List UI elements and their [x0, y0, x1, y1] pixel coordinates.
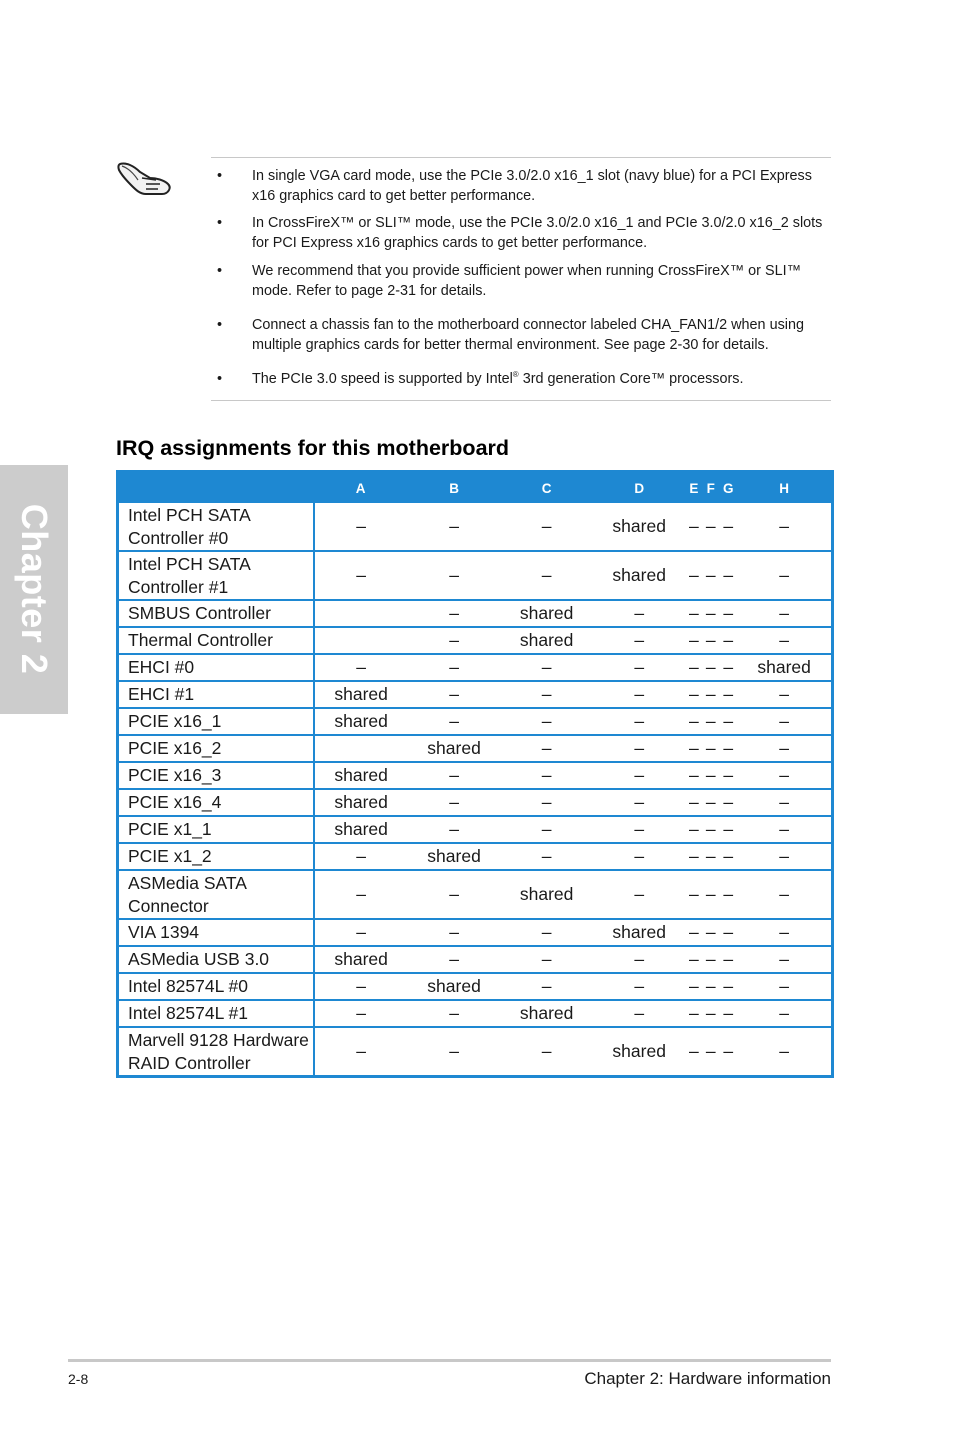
device-name-line: ASMedia SATA: [128, 872, 247, 893]
irq-cell: shared: [314, 789, 408, 816]
irq-cell: [314, 627, 408, 654]
device-name-line: EHCI #1: [128, 684, 195, 704]
device-name-line: RAID Controller: [128, 1052, 251, 1073]
chapter-tab-label: Chapter 2: [14, 503, 55, 675]
irq-cell: –: [500, 1027, 593, 1077]
irq-cell: –: [719, 919, 737, 946]
irq-cell: –: [702, 973, 719, 1000]
device-name-line: Connector: [128, 895, 209, 916]
irq-cell: –: [737, 762, 832, 789]
irq-cell: –: [737, 1000, 832, 1027]
irq-cell: –: [593, 843, 686, 870]
table-row: [118, 551, 833, 600]
irq-cell: –: [685, 600, 702, 627]
irq-cell: –: [737, 789, 832, 816]
irq-cell: –: [737, 681, 832, 708]
note-text: In CrossFireX™ or SLI™ mode, use the PCIe 3.0/2.0 x16_1 and PCIe 3.0/2.0 x16_2 slots for PCI Express x16 graphics cards to get better performance.: [252, 215, 823, 251]
irq-cell: shared: [314, 816, 408, 843]
irq-cell: –: [737, 843, 832, 870]
irq-cell: –: [314, 870, 408, 919]
irq-cell: –: [702, 735, 719, 762]
device-name-cell: [118, 708, 314, 735]
irq-cell: –: [500, 762, 593, 789]
irq-cell: –: [702, 789, 719, 816]
device-name-line: Intel PCH SATA: [128, 504, 251, 525]
device-name-cell: [118, 762, 314, 789]
column-header: H: [779, 480, 790, 496]
device-name-cell: [118, 1000, 314, 1027]
device-name-cell: [118, 946, 314, 973]
table-row: [118, 600, 833, 627]
irq-cell: –: [719, 600, 737, 627]
irq-cell: –: [702, 919, 719, 946]
column-header: C: [541, 480, 552, 496]
note-text: We recommend that you provide sufficient power when running CrossFireX™ or SLI™ mode. Refer to page 2-31 for details.: [252, 263, 801, 299]
irq-cell: –: [314, 919, 408, 946]
device-name-line: Thermal Controller: [128, 630, 273, 650]
note-box: [211, 157, 831, 401]
irq-assignment-table: [116, 470, 834, 1078]
irq-cell: –: [719, 762, 737, 789]
device-name-cell: [118, 789, 314, 816]
section-heading: IRQ assignments for this motherboard: [116, 436, 510, 460]
irq-cell: –: [408, 1027, 501, 1077]
irq-cell: –: [737, 870, 832, 919]
device-name-line: SMBUS Controller: [128, 603, 271, 623]
irq-cell: –: [719, 681, 737, 708]
irq-cell: –: [685, 870, 702, 919]
irq-cell: –: [685, 708, 702, 735]
irq-cell: –: [500, 654, 593, 681]
table-row: [118, 708, 833, 735]
irq-cell: –: [408, 600, 501, 627]
irq-cell: –: [702, 551, 719, 600]
irq-cell: –: [702, 654, 719, 681]
irq-cell: shared: [500, 870, 593, 919]
irq-cell: shared: [408, 843, 501, 870]
table-row: [118, 946, 833, 973]
note-text-end: 3rd generation Core™ processors.: [518, 371, 744, 387]
irq-cell: –: [685, 503, 702, 551]
page-number: 2-8: [68, 1371, 89, 1387]
irq-cell: –: [719, 1027, 737, 1077]
irq-cell: –: [719, 870, 737, 919]
irq-cell: –: [685, 946, 702, 973]
note-text: Connect a chassis fan to the motherboard connector labeled CHA_FAN1/2 when using multiple graphics cards for better thermal environment. See page 2-30 for details.: [252, 317, 804, 353]
table-row: [118, 1000, 833, 1027]
irq-cell: –: [685, 681, 702, 708]
irq-cell: –: [408, 551, 501, 600]
irq-cell: –: [685, 654, 702, 681]
irq-cell: –: [408, 816, 501, 843]
irq-cell: –: [593, 654, 686, 681]
irq-cell: –: [719, 627, 737, 654]
irq-cell: –: [500, 789, 593, 816]
chapter-tab: [0, 465, 68, 714]
irq-cell: –: [685, 816, 702, 843]
note-text: In single VGA card mode, use the PCIe 3.0/2.0 x16_1 slot (navy blue) for a PCI Express x16 graphics card to get better performance.: [252, 168, 812, 204]
irq-cell: shared: [408, 735, 501, 762]
irq-cell: –: [685, 843, 702, 870]
irq-cell: –: [500, 946, 593, 973]
table-row: [118, 762, 833, 789]
registered-mark: ®: [512, 370, 519, 379]
irq-cell: –: [314, 843, 408, 870]
irq-cell: –: [719, 735, 737, 762]
bullet: •: [217, 317, 223, 333]
irq-cell: –: [408, 654, 501, 681]
irq-cell: shared: [408, 973, 501, 1000]
column-header: D: [634, 480, 645, 496]
irq-cell: –: [408, 946, 501, 973]
device-name-cell: [118, 654, 314, 681]
irq-cell: –: [737, 627, 832, 654]
device-name-line: Intel 82574L #1: [128, 1003, 249, 1023]
device-name-line: Intel 82574L #0: [128, 976, 249, 996]
device-name-line: PCIE x16_2: [128, 738, 222, 758]
irq-cell: –: [719, 654, 737, 681]
irq-cell: –: [408, 708, 501, 735]
irq-cell: –: [408, 627, 501, 654]
column-header: [118, 472, 314, 504]
irq-cell: –: [593, 681, 686, 708]
irq-cell: –: [702, 762, 719, 789]
device-name-line: Intel PCH SATA: [128, 553, 251, 574]
irq-cell: shared: [314, 946, 408, 973]
irq-cell: –: [593, 789, 686, 816]
irq-cell: –: [685, 1027, 702, 1077]
irq-cell: –: [719, 973, 737, 1000]
table-row: [118, 1027, 833, 1077]
device-name-cell: [118, 919, 314, 946]
column-header: G: [722, 480, 734, 496]
device-name-line: Controller #1: [128, 576, 229, 597]
irq-cell: –: [702, 1000, 719, 1027]
irq-cell: –: [719, 503, 737, 551]
irq-cell: [314, 600, 408, 627]
irq-cell: –: [737, 1027, 832, 1077]
irq-cell: shared: [593, 1027, 686, 1077]
footer-rule: [68, 1359, 831, 1362]
table-row: [118, 870, 833, 919]
device-name-line: EHCI #0: [128, 657, 195, 677]
table-row: [118, 654, 833, 681]
device-name-cell: [118, 870, 314, 919]
irq-cell: –: [737, 503, 832, 551]
bullet: •: [217, 168, 223, 184]
irq-cell: –: [593, 946, 686, 973]
irq-cell: –: [500, 551, 593, 600]
device-name-line: PCIE x16_1: [128, 711, 222, 731]
table-row: [118, 816, 833, 843]
irq-cell: –: [737, 973, 832, 1000]
irq-cell: –: [702, 627, 719, 654]
irq-cell: –: [685, 973, 702, 1000]
device-name-cell: [118, 973, 314, 1000]
irq-cell: –: [593, 762, 686, 789]
irq-cell: –: [500, 919, 593, 946]
column-header: A: [355, 480, 366, 496]
irq-cell: –: [702, 681, 719, 708]
irq-cell: –: [593, 973, 686, 1000]
irq-cell: –: [408, 1000, 501, 1027]
irq-cell: –: [500, 735, 593, 762]
note-text-start: The PCIe 3.0 speed is supported by Intel: [252, 371, 513, 387]
irq-cell: shared: [593, 551, 686, 600]
note-text: [252, 369, 831, 389]
irq-cell: shared: [314, 708, 408, 735]
irq-cell: –: [408, 789, 501, 816]
irq-cell: –: [500, 973, 593, 1000]
table-row: [118, 681, 833, 708]
irq-cell: –: [500, 708, 593, 735]
table-row: [118, 789, 833, 816]
irq-cell: –: [702, 870, 719, 919]
device-name-cell: [118, 1027, 314, 1077]
irq-cell: [314, 735, 408, 762]
irq-cell: –: [408, 870, 501, 919]
column-header: E: [689, 480, 699, 496]
device-name-line: PCIE x16_3: [128, 765, 222, 785]
irq-cell: –: [702, 708, 719, 735]
column-header: F: [706, 480, 715, 496]
irq-cell: –: [500, 681, 593, 708]
device-name-line: PCIE x16_4: [128, 792, 222, 812]
table-row: [118, 919, 833, 946]
irq-cell: –: [685, 919, 702, 946]
irq-cell: shared: [314, 681, 408, 708]
irq-cell: –: [719, 843, 737, 870]
irq-cell: shared: [314, 762, 408, 789]
device-name-line: VIA 1394: [128, 922, 200, 942]
irq-cell: –: [685, 789, 702, 816]
bullet: •: [217, 371, 223, 387]
bullet: •: [217, 215, 223, 231]
irq-cell: –: [593, 1000, 686, 1027]
irq-cell: –: [685, 762, 702, 789]
irq-cell: –: [737, 919, 832, 946]
irq-cell: –: [593, 816, 686, 843]
table-row: [118, 843, 833, 870]
irq-cell: –: [719, 789, 737, 816]
irq-cell: –: [500, 816, 593, 843]
device-name-cell: [118, 681, 314, 708]
irq-cell: shared: [500, 600, 593, 627]
irq-cell: –: [737, 551, 832, 600]
device-name-cell: [118, 735, 314, 762]
irq-cell: –: [719, 551, 737, 600]
irq-cell: –: [702, 1027, 719, 1077]
irq-cell: –: [500, 503, 593, 551]
irq-cell: –: [719, 816, 737, 843]
irq-cell: shared: [593, 503, 686, 551]
device-name-line: Marvell 9128 Hardware: [128, 1029, 309, 1050]
device-name-line: ASMedia USB 3.0: [128, 949, 270, 969]
irq-cell: shared: [593, 919, 686, 946]
irq-cell: –: [408, 919, 501, 946]
irq-cell: –: [685, 735, 702, 762]
hand-pointing-icon: [116, 156, 174, 198]
irq-cell: –: [408, 762, 501, 789]
table-row: [118, 973, 833, 1000]
device-name-cell: [118, 816, 314, 843]
device-name-cell: [118, 843, 314, 870]
irq-cell: –: [719, 708, 737, 735]
irq-cell: shared: [500, 1000, 593, 1027]
device-name-line: PCIE x1_1: [128, 819, 212, 839]
column-header: B: [449, 480, 459, 496]
device-name-cell: [118, 600, 314, 627]
irq-cell: –: [314, 503, 408, 551]
irq-cell: –: [593, 627, 686, 654]
irq-cell: –: [593, 600, 686, 627]
table-header-row: [118, 472, 833, 504]
irq-cell: –: [719, 946, 737, 973]
device-name-cell: [118, 503, 314, 551]
irq-cell: –: [408, 503, 501, 551]
irq-cell: –: [685, 551, 702, 600]
irq-cell: –: [737, 735, 832, 762]
irq-cell: –: [685, 1000, 702, 1027]
irq-cell: –: [314, 973, 408, 1000]
irq-cell: –: [737, 946, 832, 973]
device-name-line: Controller #0: [128, 527, 229, 548]
irq-cell: –: [702, 600, 719, 627]
irq-cell: –: [737, 600, 832, 627]
irq-cell: –: [737, 708, 832, 735]
irq-cell: –: [593, 708, 686, 735]
table-row: [118, 627, 833, 654]
footer-chapter-title: Chapter 2: Hardware information: [584, 1369, 831, 1388]
irq-cell: –: [702, 946, 719, 973]
irq-cell: –: [593, 870, 686, 919]
irq-cell: –: [314, 551, 408, 600]
device-name-line: PCIE x1_2: [128, 846, 212, 866]
device-name-cell: [118, 627, 314, 654]
table-row: [118, 503, 833, 551]
irq-cell: –: [702, 843, 719, 870]
irq-cell: shared: [737, 654, 832, 681]
table-row: [118, 735, 833, 762]
irq-cell: –: [314, 654, 408, 681]
bullet: •: [217, 263, 223, 279]
irq-cell: –: [737, 816, 832, 843]
irq-cell: –: [500, 843, 593, 870]
irq-cell: –: [593, 735, 686, 762]
irq-cell: –: [685, 627, 702, 654]
irq-cell: –: [719, 1000, 737, 1027]
device-name-cell: [118, 551, 314, 600]
irq-cell: shared: [500, 627, 593, 654]
irq-cell: –: [314, 1027, 408, 1077]
irq-cell: –: [408, 681, 501, 708]
irq-cell: –: [314, 1000, 408, 1027]
irq-cell: –: [702, 816, 719, 843]
irq-cell: –: [702, 503, 719, 551]
